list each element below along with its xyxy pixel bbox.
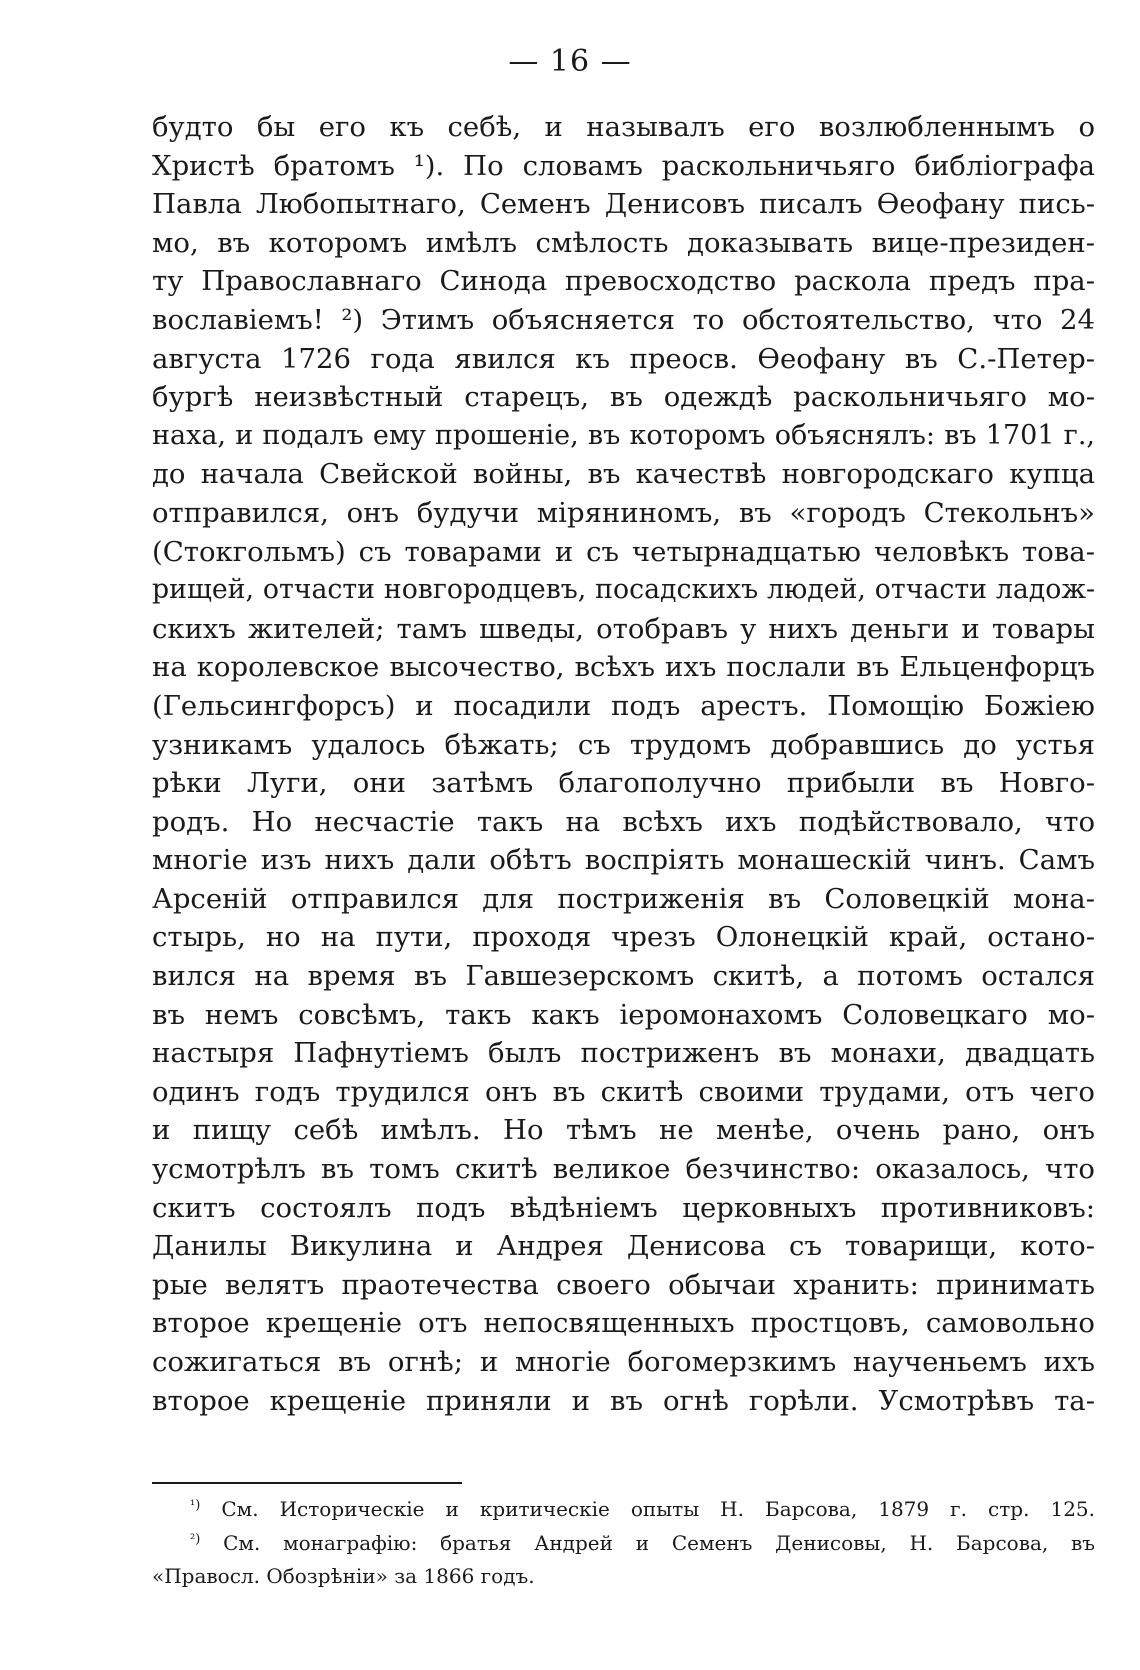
- footnote-1: [152, 1493, 1095, 1527]
- body-line: (Стокгольмъ) съ товарами и съ четырнадцатью человѣкъ това-: [152, 535, 1095, 568]
- footnote-2: [152, 1527, 1095, 1561]
- body-line: Павла Любопытнаго, Семенъ Денисовъ писалъ Ѳеофану пись-: [152, 188, 1095, 221]
- body-line: сожигаться въ огнѣ; и многіе богомерзкимъ наученьемъ ихъ: [152, 1346, 1095, 1378]
- body-line: вился на время въ Гавшезерскомъ скитѣ, а потомъ остался: [152, 960, 1095, 993]
- body-line: наха, и подалъ ему прошеніе, въ которомъ объяснялъ: въ 1701 г.,: [152, 419, 1095, 451]
- body-text: [152, 108, 1095, 1420]
- body-line: Христѣ братомъ ¹). По словамъ раскольничьяго библіографа: [152, 149, 1095, 182]
- body-line: ту Православнаго Синода превосходство раскола предъ пра-: [152, 265, 1095, 298]
- body-line: Данилы Викулина и Андрея Денисова съ товарищи, кото-: [152, 1230, 1095, 1263]
- page-number: — 16 —: [508, 44, 632, 79]
- body-line: августа 1726 года явился къ преосв. Ѳеофану въ С.-Петер-: [152, 342, 1095, 375]
- footnote-2-mark: ²): [190, 1531, 201, 1547]
- footnotes: [152, 1493, 1095, 1594]
- body-line: второе крещеніе приняли и въ огнѣ горѣли. Усмотрѣвъ та-: [152, 1384, 1095, 1417]
- body-line: будто бы его къ себѣ, и называлъ его возлюбленнымъ о: [152, 111, 1095, 143]
- body-line: и пищу себѣ имѣлъ. Но тѣмъ не менѣе, очень рано, онъ: [152, 1114, 1095, 1147]
- body-line: до начала Свейской войны, въ качествѣ новгородскаго купца: [152, 458, 1095, 491]
- body-line: Арсеній отправился для постриженія въ Соловецкій мона-: [152, 882, 1095, 915]
- body-line: рые велятъ праотечества своего обычаи хранить: принимать: [152, 1268, 1095, 1301]
- footnote-2-text: См. монаграфію: братья Андрей и Семенъ Денисовы, Н. Барсова, въ: [223, 1530, 1095, 1555]
- body-line: скитъ состоялъ подъ вѣдѣніемъ церковныхъ противниковъ:: [152, 1191, 1095, 1224]
- body-line: усмотрѣлъ въ томъ скитѣ великое безчинство: оказалось, что: [152, 1153, 1095, 1186]
- body-line: настыря Пафнутіемъ былъ постриженъ въ монахи, двадцать: [152, 1037, 1095, 1070]
- body-line: на королевское высочество, всѣхъ ихъ послали въ Ельценфорцъ: [152, 651, 1095, 684]
- body-line: стырь, но на пути, проходя чрезъ Олонецкій край, остано-: [152, 921, 1095, 954]
- footnote-divider: [152, 1482, 462, 1484]
- body-line: (Гельсингфорсъ) и посадили подъ арестъ. Помощію Божіею: [152, 689, 1095, 722]
- body-line: одинъ годъ трудился онъ въ скитѣ своими трудами, отъ чего: [152, 1075, 1095, 1108]
- body-line: въ немъ совсѣмъ, такъ какъ іеромонахомъ Соловецкаго мо-: [152, 998, 1095, 1031]
- body-line: родъ. Но несчастіе такъ на всѣхъ ихъ подѣйствовало, что: [152, 805, 1095, 838]
- body-line: бургѣ неизвѣстный старецъ, въ одеждѣ раскольничьяго мо-: [152, 381, 1095, 414]
- body-line: многіе изъ нихъ дали обѣтъ воспріять монашескій чинъ. Самъ: [152, 844, 1095, 877]
- body-line: второе крещеніе отъ непосвященныхъ простцовъ, самовольно: [152, 1307, 1095, 1340]
- body-line: отправился, онъ будучи міряниномъ, въ «городъ Стекольнъ»: [152, 496, 1095, 529]
- body-line: вославіемъ! ²) Этимъ объясняется то обстоятельство, что 24: [152, 303, 1095, 336]
- body-line: рѣки Луги, они затѣмъ благополучно прибыли въ Новго-: [152, 767, 1095, 800]
- body-line: мо, въ которомъ имѣлъ смѣлость доказывать вице-президен-: [152, 226, 1095, 259]
- body-line: скихъ жителей; тамъ шведы, отобравъ у нихъ деньги и товары: [152, 612, 1095, 645]
- footnote-1-mark: ¹): [190, 1498, 201, 1513]
- body-line: узникамъ удалось бѣжать; съ трудомъ добравшись до устья: [152, 728, 1095, 761]
- footnote-2-continuation: «Правосл. Обозрѣніи» за 1866 годъ.: [152, 1564, 535, 1588]
- body-line: рищей, отчасти новгородцевъ, посадскихъ людей, отчасти ладож-: [152, 574, 1095, 606]
- footnote-1-text: См. Историческіе и критическіе опыты Н. Барсова, 1879 г. стр. 125.: [221, 1497, 1095, 1521]
